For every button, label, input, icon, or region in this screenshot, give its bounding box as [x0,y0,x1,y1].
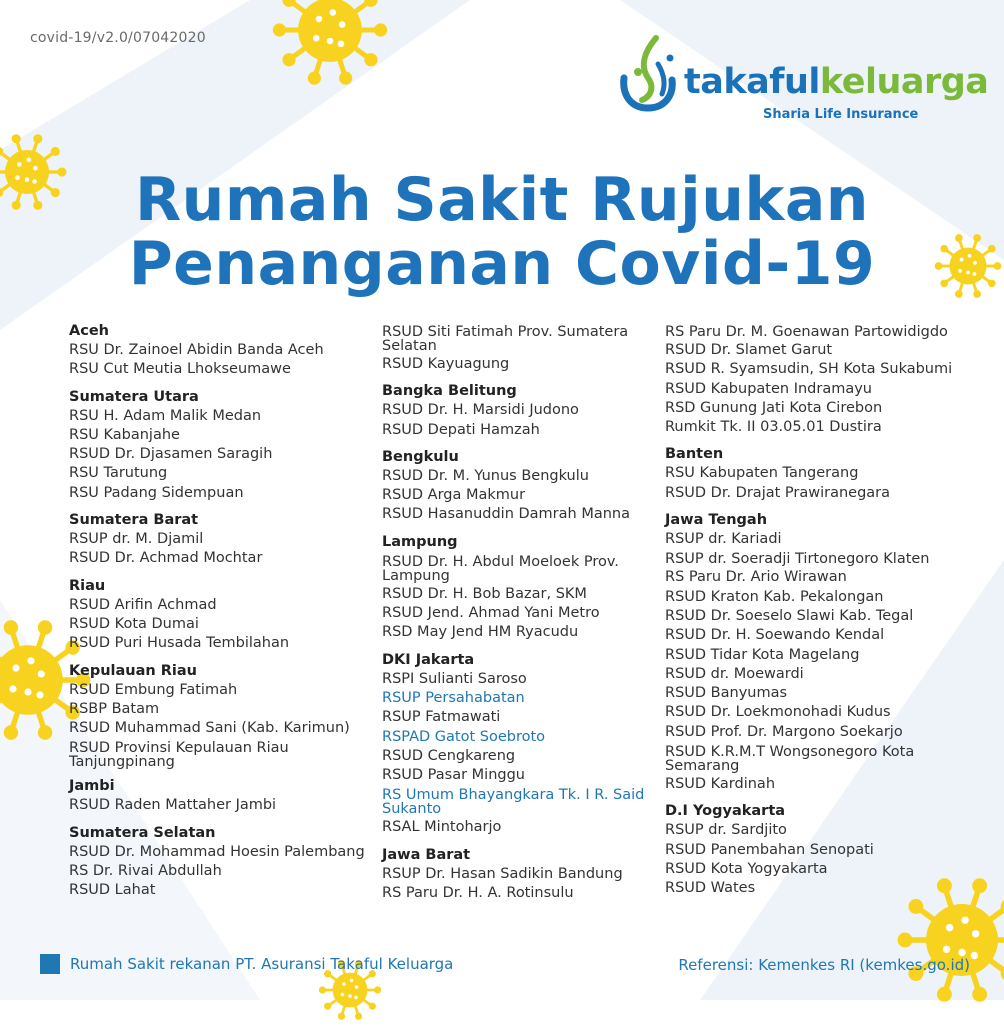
partner-hospital-item: RS Umum Bhayangkara Tk. I R. Said Sukanto [382,787,645,818]
hospital-item: RSUP Fatmawati [382,709,501,726]
hospital-item: RSUD Arga Makmur [382,487,526,504]
hospital-item: RSUP dr. Soeradji Tirtonegoro Klaten [665,551,930,568]
hospital-item: RS Paru Dr. M. Goenawan Partowidigdo [665,324,948,340]
hospital-item: RSUD Kayuagung [382,356,510,372]
hospital-item: RSUD Kabupaten Indramayu [665,380,872,397]
hospital-item: RSUP dr. Kariadi [665,531,782,548]
province-group [69,511,369,569]
hospital-item: RSAL Mintoharjo [382,819,502,836]
logo-word-keluarga: keluarga [819,62,989,102]
partner-hospital-item: RSPAD Gatot Soebroto [382,728,546,745]
province-group [69,662,369,770]
province-heading: Banten [665,446,724,463]
hospital-item: RSD Gunung Jati Kota Cirebon [665,399,883,416]
partner-hospital-item: RSUP Persahabatan [382,689,525,706]
hospital-item: RSUD Prof. Dr. Margono Soekarjo [665,723,903,740]
partner-legend [40,954,453,974]
province-heading: Sumatera Barat [69,512,199,529]
hospital-item: RSUD Wates [665,880,756,897]
province-heading: Riau [69,577,106,594]
province-heading: DKI Jakarta [382,651,475,668]
hospital-item: RSU Kabanjahe [69,426,180,443]
hospital-column-2 [382,322,682,911]
hospital-item: RS Dr. Rivai Abdullah [69,863,222,880]
hospital-item: RSUD Provinsi Kepulauan Riau Tanjungpinang [69,740,289,771]
reference-text: Referensi: Kemenkes RI (kemkes.go.id) [678,956,970,974]
hospital-item: RSUD Dr. H. Abdul Moeloek Prov. Lampung [382,553,619,584]
hospital-item: RSUD K.R.M.T Wongsonegoro Kota Semarang [665,744,915,775]
province-group [382,533,682,643]
hospital-item: RSUD Embung Fatimah [69,681,238,698]
hospital-item: RSUD Jend. Ahmad Yani Metro [382,605,600,622]
province-heading: Kepulauan Riau [69,662,197,679]
hospital-item: RS Paru Dr. Ario Wirawan [665,569,847,586]
page-title-line-1: Rumah Sakit Rujukan [134,165,870,235]
hospital-item: RSUD Arifin Achmad [69,596,217,613]
hospital-item: RSUD Dr. Achmad Mochtar [69,550,263,567]
logo-tagline: Sharia Life Insurance [763,107,919,122]
province-heading: Jawa Tengah [665,512,768,529]
hospital-item: RSD May Jend HM Ryacudu [382,624,579,641]
hospital-item: RS Paru Dr. H. A. Rotinsulu [382,885,574,902]
province-heading: D.I Yogyakarta [665,803,786,820]
document-code: covid-19/v2.0/07042020 [30,30,206,46]
hospital-column-1 [69,322,369,909]
hospital-item: RSUD Dr. H. Bob Bazar, SKM [382,585,587,602]
province-heading: Sumatera Selatan [69,824,216,841]
hospital-item: RSUD Siti Fatimah Prov. Sumatera Selatan [382,324,629,354]
province-group [382,846,682,904]
hospital-item: RSU Padang Sidempuan [69,484,244,501]
hospital-item: RSBP Batam [69,700,160,717]
province-heading: Jawa Barat [382,846,471,863]
hospital-item: RSUD Dr. Soeselo Slawi Kab. Tegal [665,607,914,624]
province-group [665,445,965,503]
takaful-logo-icon [618,34,684,116]
hospital-item: RSUD dr. Moewardi [665,665,804,682]
province-heading: Lampung [382,533,458,550]
hospital-item: RSU H. Adam Malik Medan [69,407,262,424]
logo-wordmark [684,62,988,102]
hospital-item: RSUD Dr. Loekmonohadi Kudus [665,704,891,721]
hospital-item: RSUD Panembahan Senopati [665,841,874,858]
legend-swatch [40,954,60,974]
hospital-item: RSUP dr. Sardjito [665,822,787,839]
hospital-item: RSUD Dr. M. Yunus Bengkulu [382,467,589,484]
hospital-item: RSUD Pasar Minggu [382,767,525,784]
province-group [382,325,682,374]
hospital-item: RSUD Hasanuddin Damrah Manna [382,506,630,523]
hospital-item: RSUP Dr. Hasan Sadikin Bandung [382,865,623,882]
hospital-item: RSUD Kraton Kab. Pekalongan [665,588,884,605]
page-title-line-2: Penanganan Covid-19 [128,229,876,299]
province-group [665,511,965,794]
province-group [382,448,682,525]
province-group [382,651,682,838]
hospital-item: Rumkit Tk. II 03.05.01 Dustira [665,419,882,436]
province-group [665,802,965,898]
logo-word-takaful: takaful [684,62,820,102]
hospital-item: RSUD Puri Husada Tembilahan [69,635,290,652]
province-group [382,382,682,440]
hospital-item: RSUD Depati Hamzah [382,421,540,438]
hospital-item: RSUD Banyumas [665,685,788,702]
province-group [69,777,369,815]
province-heading: Bangka Belitung [382,383,517,400]
hospital-item: RSUD R. Syamsudin, SH Kota Sukabumi [665,361,953,378]
hospital-item: RSUD Raden Mattaher Jambi [69,797,277,814]
takaful-logo [618,34,989,126]
province-group [69,824,369,901]
hospital-item: RSUD Tidar Kota Magelang [665,646,860,663]
hospital-item: RSUD Lahat [69,882,156,899]
hospital-item: RSU Dr. Zainoel Abidin Banda Aceh [69,342,324,358]
hospital-item: RSUD Kardinah [665,776,776,793]
province-group [69,322,369,380]
hospital-item: RSPI Sulianti Saroso [382,670,527,687]
province-heading: Sumatera Utara [69,388,199,405]
hospital-item: RSUD Cengkareng [382,747,516,764]
hospital-item: RSUD Dr. Drajat Prawiranegara [665,484,891,501]
hospital-item: RSUD Kota Dumai [69,615,199,632]
hospital-item: RSUD Dr. H. Soewando Kendal [665,627,885,644]
province-group [69,577,369,654]
hospital-item: RSUD Dr. H. Marsidi Judono [382,402,579,419]
hospital-column-3 [665,322,965,907]
province-group [69,388,369,503]
legend-label: Rumah Sakit rekanan PT. Asuransi Takaful Keluarga [70,955,454,973]
province-heading: Aceh [69,323,109,339]
hospital-item: RSU Tarutung [69,465,168,482]
virus-icon [265,0,395,95]
hospital-item: RSUD Dr. Slamet Garut [665,342,833,358]
province-heading: Bengkulu [382,448,459,465]
hospital-item: RSUD Muhammad Sani (Kab. Karimun) [69,720,350,737]
hospital-item: RSUD Kota Yogyakarta [665,860,828,877]
province-heading: Jambi [69,778,115,795]
hospital-item: RSUD Dr. Djasamen Saragih [69,446,273,463]
hospital-item: RSU Kabupaten Tangerang [665,465,859,482]
hospital-item: RSUP dr. M. Djamil [69,531,204,548]
hospital-item: RSU Cut Meutia Lhokseumawe [69,361,291,378]
province-group [665,325,965,437]
hospital-item: RSUD Dr. Mohammad Hoesin Palembang [69,843,365,860]
